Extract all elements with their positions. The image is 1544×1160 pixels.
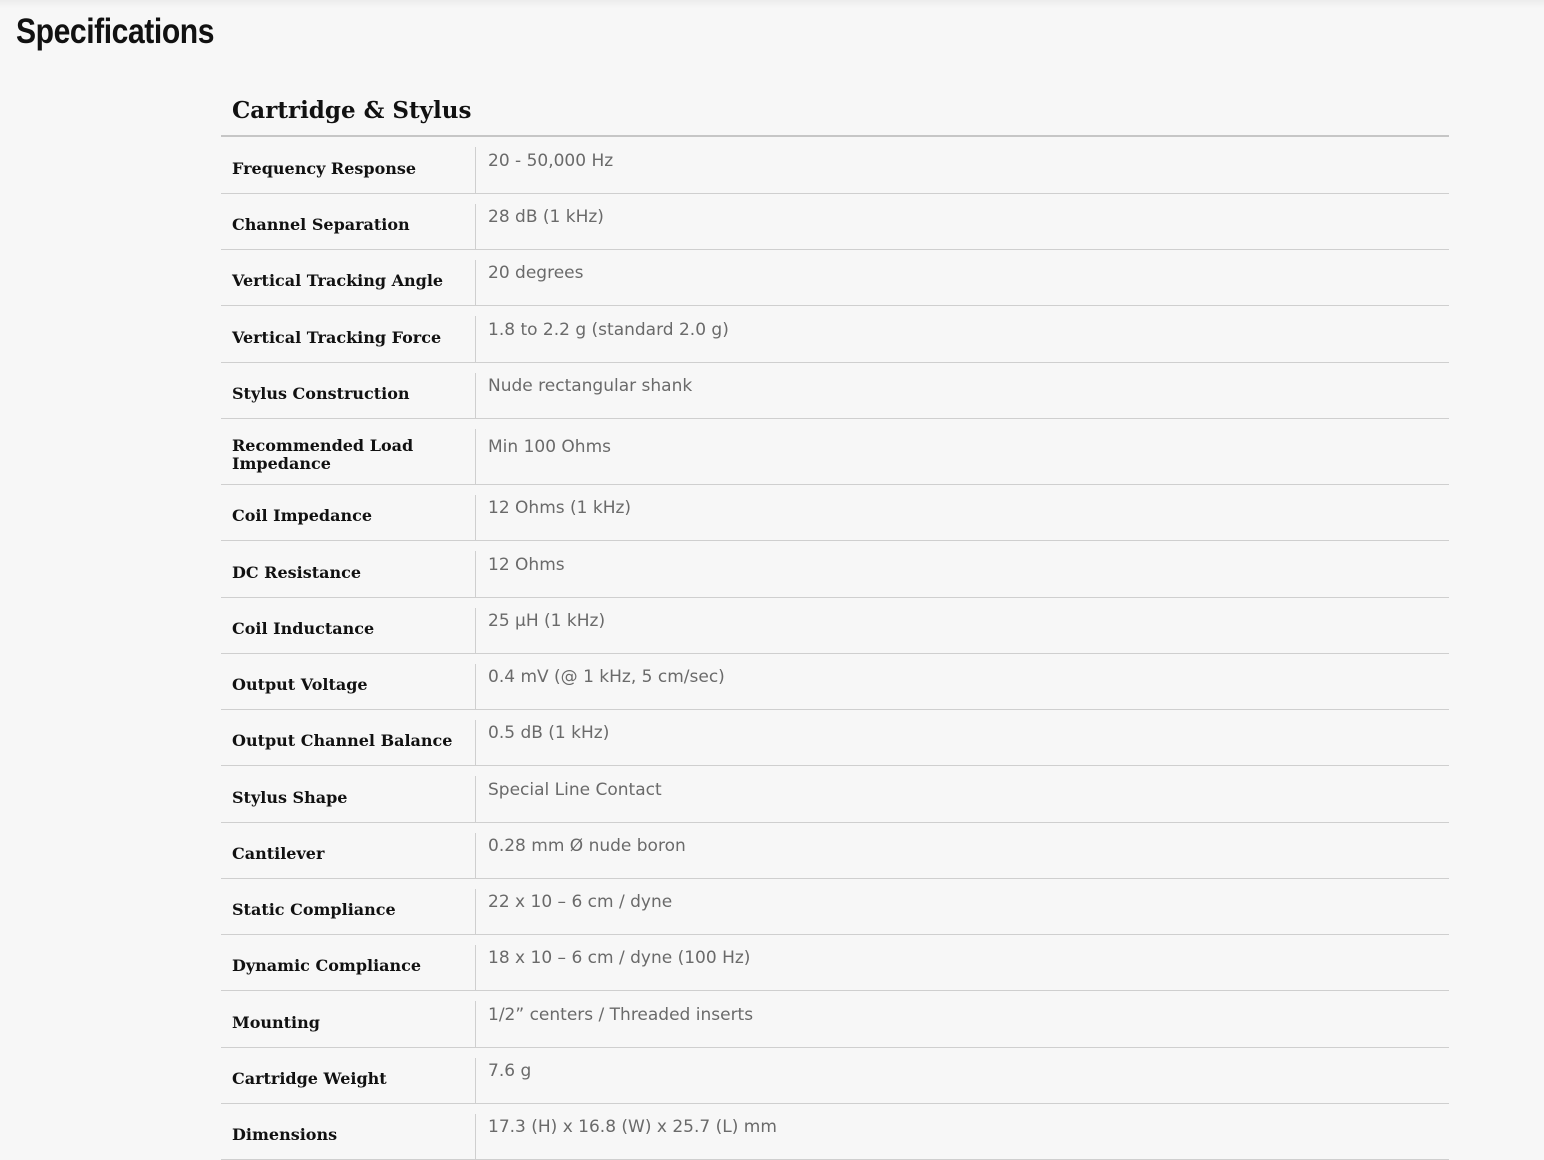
spec-label: Channel Separation [221,193,476,249]
table-row [221,1103,1449,1159]
spec-value: 28 dB (1 kHz) [488,207,604,227]
spec-value: 1/2” centers / Threaded inserts [488,1004,754,1025]
spec-label: Frequency Response [221,137,476,193]
spec-label: Cantilever [221,822,476,878]
spec-value: 12 Ohms [488,554,565,575]
spec-label: Recommended Load Impedance [221,418,476,484]
table-row [221,540,1449,597]
table-row [221,1047,1449,1103]
spec-label: DC Resistance [221,540,476,597]
spec-value: 1.8 to 2.2 g (standard 2.0 g) [488,319,729,340]
table-row [221,484,1449,540]
spec-table [221,137,1449,1160]
spec-value: 20 - 50,000 Hz [488,150,614,171]
table-row [221,765,1449,822]
table-row [221,709,1449,765]
table-row [221,653,1449,709]
spec-label: Stylus Shape [221,765,476,822]
spec-label: Coil Inductance [221,597,476,653]
spec-label: Stylus Construction [221,362,476,418]
spec-label: Output Voltage [221,653,476,709]
spec-label: Dynamic Compliance [221,934,476,990]
spec-value: Nude rectangular shank [488,376,693,396]
spec-value: 20 degrees [488,263,584,283]
table-row [221,137,1449,193]
section-title: Cartridge & Stylus [221,90,1449,137]
spec-value: Min 100 Ohms [488,437,611,457]
table-row [221,822,1449,878]
top-shade [0,0,1544,8]
spec-value: 17.3 (H) x 16.8 (W) x 25.7 (L) mm [488,1117,777,1137]
table-row [221,597,1449,653]
spec-label: Vertical Tracking Angle [221,249,476,305]
spec-label: Dimensions [221,1103,476,1159]
spec-value: 22 x 10 – 6 cm / dyne [488,892,673,912]
spec-value: 0.4 mV (@ 1 kHz, 5 cm/sec) [488,667,725,687]
table-row [221,418,1449,484]
spec-label: Mounting [221,990,476,1047]
table-row [221,193,1449,249]
table-row [221,362,1449,418]
spec-value: 18 x 10 – 6 cm / dyne (100 Hz) [488,948,751,968]
spec-label: Cartridge Weight [221,1047,476,1103]
table-row [221,305,1449,362]
table-row [221,990,1449,1047]
spec-value: 25 µH (1 kHz) [488,611,606,631]
spec-label: Static Compliance [221,878,476,934]
table-row [221,878,1449,934]
table-row [221,934,1449,990]
spec-label: Coil Impedance [221,484,476,540]
spec-value: Special Line Contact [488,779,662,800]
spec-section-cartridge-stylus [221,90,1449,1160]
spec-label: Output Channel Balance [221,709,476,765]
spec-value: 0.5 dB (1 kHz) [488,723,610,743]
spec-value: 7.6 g [488,1061,532,1081]
spec-value: 12 Ohms (1 kHz) [488,498,632,518]
spec-value: 0.28 mm Ø nude boron [488,836,686,856]
page-title: Specifications [16,12,215,51]
table-row [221,249,1449,305]
spec-label: Vertical Tracking Force [221,305,476,362]
